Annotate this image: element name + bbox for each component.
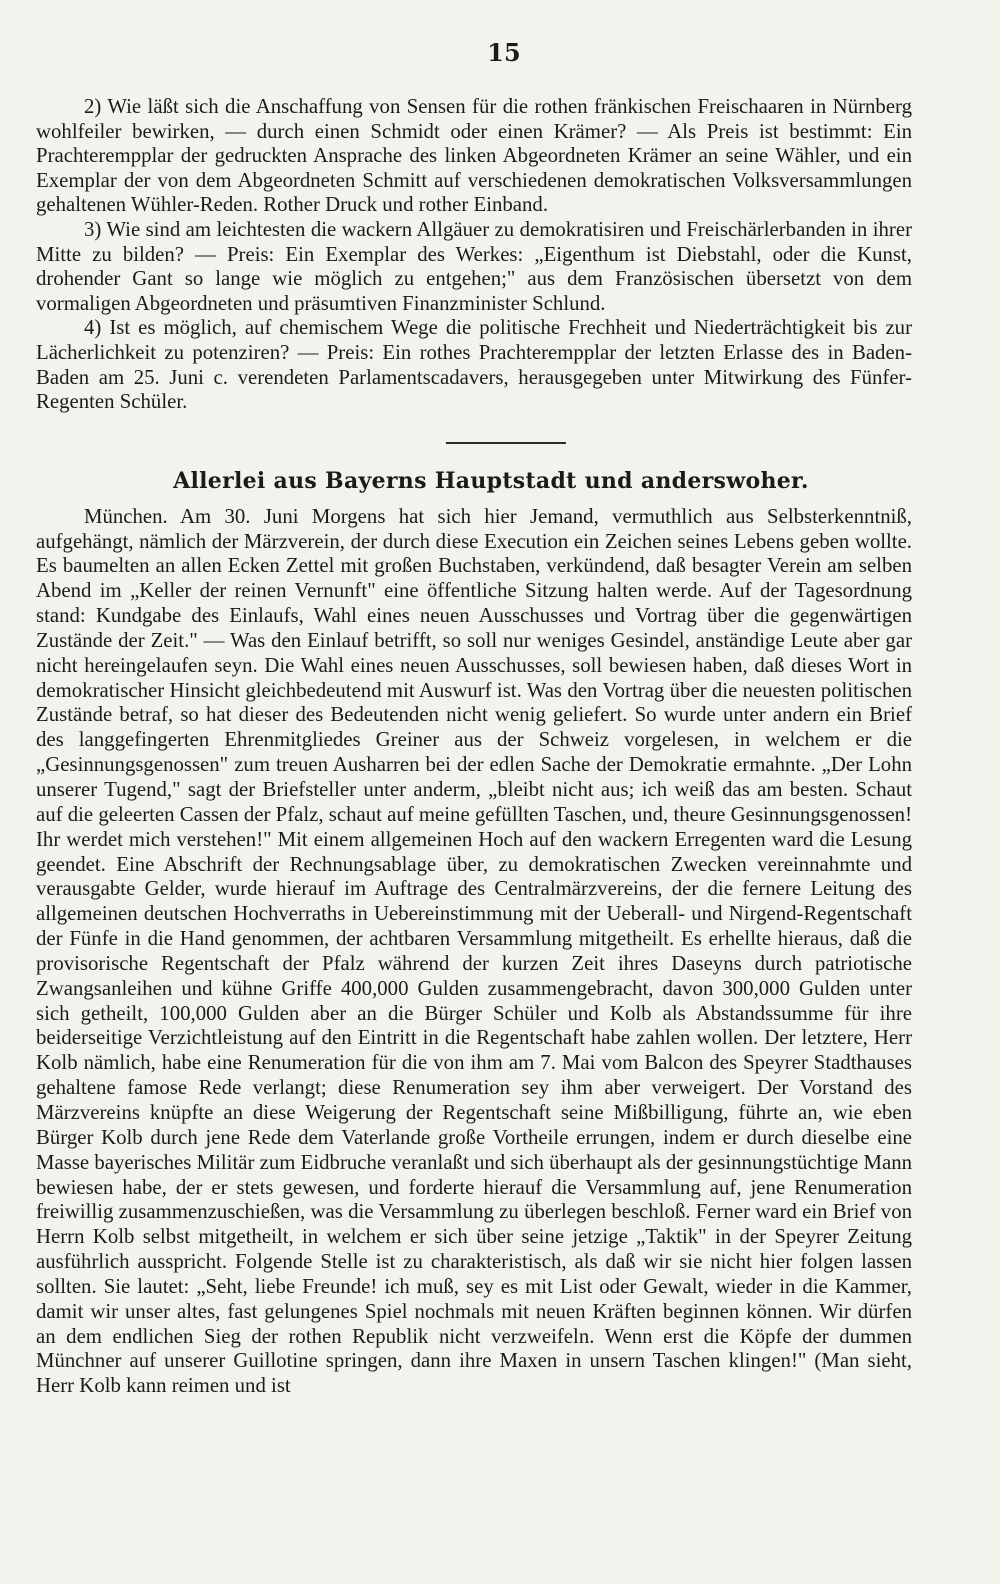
section-divider [446,442,566,444]
paragraph-muenchen-report: München. Am 30. Juni Morgens hat sich hier Jemand, vermuthlich aus Selbsterkenntniß, aufgehängt, nämlich der Märzverein, der durch diese Execution ein Zeichen seines Lebens geben wollte. Es baumelten an allen Ecken Zettel mit großen Buchstaben, verkündend, daß besagter Verein am selben Abend im „Keller der reinen Vernunft" eine öffentliche Sitzung halten werde. Auf der Tagesordnung stand: Kundgabe des Einlaufs, Wahl eines neuen Ausschusses und Vortrag über die gegenwärtigen Zustände der Zeit." — Was den Einlauf betrifft, so soll nur weniges Gesindel, anständige Leute aber gar nicht hereingelaufen seyn. Die Wahl eines neuen Ausschusses, soll bewiesen haben, daß dieses Wort in demokratischer Hinsicht gleichbedeutend mit Auswurf ist. Was den Vortrag über die neuesten politischen Zustände betraf, so hat dieser des Bedeutenden nicht wenig geliefert. So wurde unter andern ein Brief des langgefingerten Ehrenmitgliedes Greiner aus der Schweiz vorgelesen, in welchem er die „Gesinnungsgenossen" zum treuen Ausharren bei der edlen Sache der Demokratie ermahnte. „Der Lohn unserer Tugend," sagt der Briefsteller unter anderm, „bleibt nicht aus; ich weiß das am besten. Schaut auf die geleerten Cassen der Pfalz, schaut auf meine gefüllten Taschen, und, theure Gesinnungsgenossen! Ihr werdet mich verstehen!" Mit einem allgemeinen Hoch auf den wackern Erregenten ward die Lesung geendet. Eine Abschrift der Rechnungsablage über, zu demokratischen Zwecken vereinnahmte und verausgabte Gelder, wurde hierauf im Auftrage des Centralmärzvereins, der die fernere Leitung des allgemeinen deutschen Hochverraths in Uebereinstimmung mit der Ueberall- und Nirgend-Regentschaft der Fünfe in die Hand genommen, der achtbaren Versammlung mitgetheilt. Es erhellte hieraus, daß die provisorische Regentschaft der Pfalz während der kurzen Zeit ihres Daseyns durch patriotische Zwangsanleihen und kühne Griffe 400,000 Gulden zusammengebracht, davon 300,000 Gulden unter sich getheilt, 100,000 Gulden aber an die Bürger Schüler und Kolb als Abstandssumme für ihre beiderseitige Verzichtleistung auf den Eintritt in die Regentschaft habe zahlen wollen. Der letztere, Herr Kolb nämlich, habe eine Renumeration für die von ihm am 7. Mai vom Balcon des Speyrer Stadthauses gehaltene famose Rede verlangt; diese Renumeration sey ihm aber verweigert. Der Vorstand des Märzvereins knüpfte an diese Weigerung der Regentschaft seine Mißbilligung, führte an, wie eben Bürger Kolb durch jene Rede dem Vaterlande große Vortheile errungen, indem er durch dieselbe eine Masse bayerisches Militär zum Eidbruche veranlaßt und sich überhaupt als der gesinnungstüchtige Mann bewiesen habe, der er stets gewesen, und forderte hierauf die Versammlung auf, jene Renumeration freiwillig zusammenzuschießen, was die Versammlung zu überlegen beschloß. Ferner ward ein Brief von Herrn Kolb selbst mitgetheilt, in welchem er sich über seine jetzige „Taktik" in der Speyrer Zeitung ausführlich ausspricht. Folgende Stelle ist zu charakteristisch, als daß wir sie nicht hier folgen lassen sollten. Sie lautet: „Seht, liebe Freunde! ich muß, sey es mit List oder Gewalt, wieder in die Kammer, damit wir unser altes, fast gelungenes Spiel nochmals mit neuen Kräften beginnen können. Wir dürfen an dem endlichen Sieg der rothen Republik nicht verzweifeln. Wenn erst die Köpfe der dummen Münchner auf unserer Guillotine springen, dann ihre Maxen in unsern Taschen klingen!" (Man sieht, Herr Kolb kann reimen und ist [36,504,912,1398]
paragraph-question-4: 4) Ist es möglich, auf chemischem Wege die politische Frechheit und Niederträchtigkeit bis zur Lächerlichkeit zu potenziren? — Preis: Ein rothes Prachterempplar der letzten Erlasse des in Baden-Baden am 25. Juni c. verendeten Parlamentscadavers, herausgegeben unter Mitwirkung des Fünfer-Regenten Schüler. [36,316,912,414]
page-number: 15 [487,38,521,67]
paragraph-question-2: 2) Wie läßt sich die Anschaffung von Sensen für die rothen fränkischen Freischaaren in Nürnberg wohlfeiler bewirken, — durch einen Schmidt oder einen Krämer? — Als Preis ist bestimmt: Ein Prachterempplar der gedruckten Ansprache des linken Abgeordneten Krämer an seine Wähler, und ein Exemplar der von dem Abgeordneten Schmitt auf verschiedenen demokratischen Volksversammlungen gehaltenen Wühler-Reden. Rother Druck und rother Einband. [36,95,912,217]
section-heading: Allerlei aus Bayerns Hauptstadt und anderswoher. [173,467,809,494]
paragraph-question-3: 3) Wie sind am leichtesten die wackern Allgäuer zu demokratisiren und Freischärlerbanden in ihrer Mitte zu bilden? — Preis: Ein Exemplar des Werkes: „Eigenthum ist Diebstahl, oder die Kunst, drohender Gant so lange wie möglich zu entgehen;" aus dem Französischen übersetzt von dem vormaligen Abgeordneten und präsumtiven Finanzminister Schlund. [36,217,912,315]
